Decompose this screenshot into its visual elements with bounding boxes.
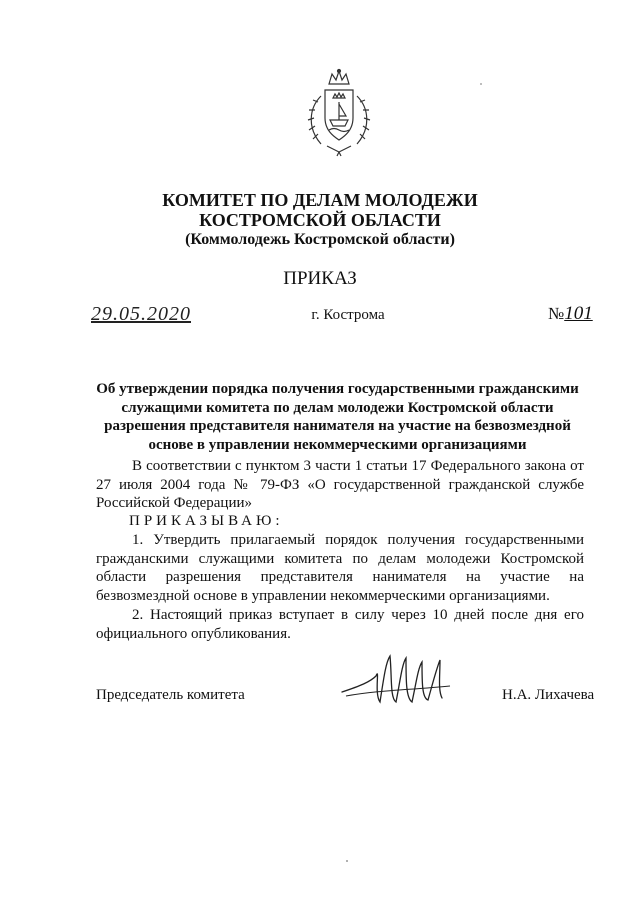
order-word: ПРИКАЗЫВАЮ: [129, 513, 284, 529]
title-line-4: основе в управлении некоммерческими организациями [148, 436, 527, 453]
committee-short-name: (Коммолодежь Костромской области) [185, 231, 455, 248]
preamble-paragraph: В соответствии с пунктом 3 части 1 статьи 17 Федерального закона от 27 июля 2004 года № 79-ФЗ «О государственной гражданской службе Российской Федерации» [96, 458, 584, 511]
coat-of-arms-emblem [299, 68, 379, 158]
committee-name-line1: КОМИТЕТ ПО ДЕЛАМ МОЛОДЕЖИ [162, 190, 478, 210]
scan-speck [346, 860, 348, 862]
handwritten-signature [340, 646, 460, 718]
committee-name-line2: КОСТРОМСКОЙ ОБЛАСТИ [199, 210, 441, 230]
signer-name: Н.А. Лихачева [502, 687, 595, 703]
item-1-block [96, 531, 584, 605]
order-item-2: 2. Настоящий приказ вступает в силу через 10 дней после дня его официального опубликования. [96, 607, 584, 642]
document-type: ПРИКАЗ [283, 268, 357, 289]
document-city: г. Кострома [311, 307, 385, 323]
item-2-block [96, 606, 584, 643]
scan-speck [480, 83, 482, 85]
signer-position: Председатель комитета [96, 687, 245, 703]
title-line-3: разрешения представителя нанимателя на участие на безвозмездной [104, 418, 571, 434]
title-line-2: служащими комитета по делам молодежи Костромской области [121, 399, 554, 416]
title-line-1: Об утверждении порядка получения государственными гражданскими [96, 381, 579, 397]
order-item-1: 1. Утвердить прилагаемый порядок получения государственными гражданскими служащими комитета по делам молодежи Костромской области разрешения представителя нанимателя на участие на безвозмездной основе в управлении некоммерческими организациями. [96, 532, 584, 604]
number-value: 101 [564, 303, 593, 324]
committee-header [120, 190, 520, 250]
document-number [548, 303, 593, 325]
document-title [90, 380, 585, 454]
number-label: № [548, 304, 565, 323]
document-date: 29.05.2020 [91, 303, 191, 325]
preamble-block [96, 457, 584, 513]
